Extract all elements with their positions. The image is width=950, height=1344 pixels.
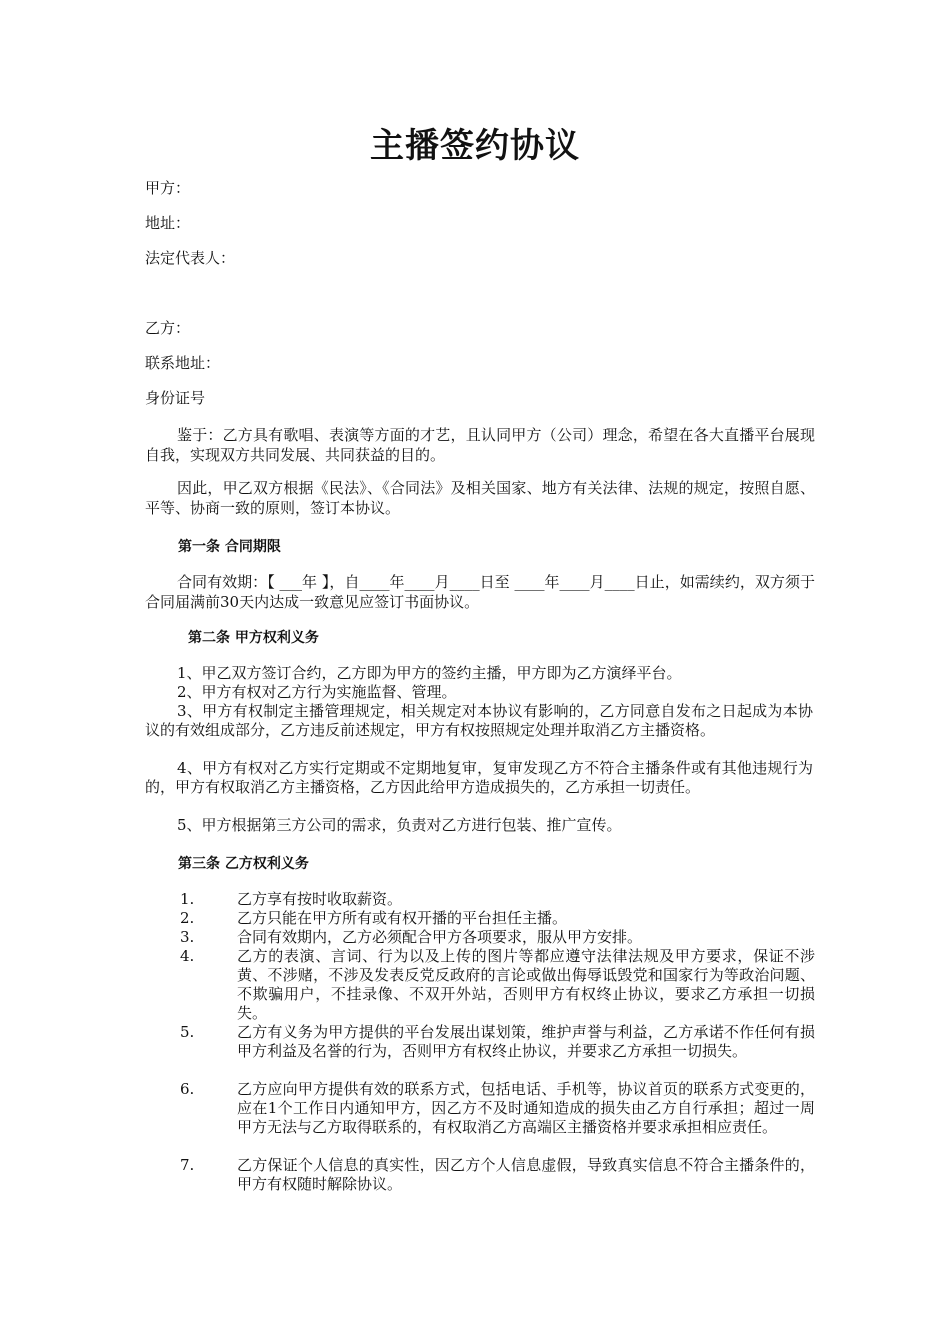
party-b-address-label: 联系地址： (145, 354, 221, 372)
article-3-item-number: 3. (180, 928, 195, 946)
article-3-item-number: 4. (180, 947, 195, 965)
article-3-item-number: 6. (180, 1080, 195, 1098)
article-3-item-number: 7. (180, 1156, 195, 1174)
article-3-item-number: 2. (180, 909, 195, 927)
article-3-heading: 第三条 乙方权利义务 (178, 856, 309, 872)
article-3-item-text: 合同有效期内，乙方必须配合甲方各项要求，服从甲方安排。 (237, 928, 643, 946)
party-a-representative-label: 法定代表人： (145, 249, 236, 267)
party-b-id-label: 身份证号 (145, 389, 206, 407)
party-a-address-label: 地址： (145, 214, 191, 232)
article-3-item-text: 乙方享有按时收取薪资。 (237, 890, 403, 908)
document-title: 主播签约协议 (370, 126, 580, 166)
article-2-heading: 第二条 甲方权利义务 (188, 630, 319, 646)
article-3-item-number: 1. (180, 890, 195, 908)
article-2-item: 4、甲方有权对乙方实行定期或不定期地复审，复审发现乙方不符合主播条件或有其他违规行为的，甲方有权取消乙方主播资格，乙方因此给甲方造成损失的，乙方承担一切责任。 (145, 759, 813, 796)
article-1-text: 合同有效期：【 ___年 】，自____年____月____日至 ____年____月____日止，如需续约，双方须于合同届满前30天内达成一致意见应签订书面协议。 (145, 573, 815, 611)
article-2-item: 5、甲方根据第三方公司的需求，负责对乙方进行包装、推广宣传。 (177, 816, 622, 834)
preamble-paragraph: 鉴于：乙方具有歌唱、表演等方面的才艺，且认同甲方（公司）理念，希望在各大直播平台展现自我，实现双方共同发展、共同获益的目的。 (145, 426, 815, 464)
article-3-item-text: 乙方的表演、言词、行为以及上传的图片等都应遵守法律法规及甲方要求，保证不涉黄、不涉赌，不涉及发表反党反政府的言论或做出侮辱诋毁党和国家行为等政治问题、不欺骗用户，不挂录像、不双开外站，否则甲方有权终止协议，要求乙方承担一切损失。 (237, 947, 815, 1022)
article-3-item-number: 5. (180, 1023, 195, 1041)
article-3-item-text: 乙方保证个人信息的真实性，因乙方个人信息虚假，导致真实信息不符合主播条件的，甲方有权随时解除协议。 (237, 1156, 815, 1193)
article-3-item-text: 乙方只能在甲方所有或有权开播的平台担任主播。 (237, 909, 568, 927)
article-2-item: 2、甲方有权对乙方行为实施监督、管理。 (177, 683, 457, 701)
article-3-item-text: 乙方应向甲方提供有效的联系方式，包括电话、手机等，协议首页的联系方式变更的，应在1个工作日内通知甲方，因乙方不及时通知造成的损失由乙方自行承担；超过一周甲方无法与乙方取得联系的，有权取消乙方高端区主播资格并要求承担相应责任。 (237, 1080, 815, 1136)
article-2-item: 1、甲乙双方签订合约，乙方即为甲方的签约主播，甲方即为乙方演绎平台。 (177, 664, 682, 682)
party-a-name-label: 甲方： (145, 179, 191, 197)
article-2-item: 3、甲方有权制定主播管理规定，相关规定对本协议有影响的，乙方同意自发布之日起成为本协议的有效组成部分，乙方违反前述规定，甲方有权按照规定处理并取消乙方主播资格。 (145, 702, 813, 739)
article-3-item-text: 乙方有义务为甲方提供的平台发展出谋划策，维护声誉与利益，乙方承诺不作任何有损甲方利益及名誉的行为，否则甲方有权终止协议，并要求乙方承担一切损失。 (237, 1023, 815, 1060)
preamble-paragraph: 因此，甲乙双方根据《民法》、《合同法》及相关国家、地方有关法律、法规的规定，按照自愿、平等、协商一致的原则，签订本协议。 (145, 479, 815, 517)
article-1-heading: 第一条 合同期限 (178, 539, 281, 555)
party-b-name-label: 乙方： (145, 319, 191, 337)
